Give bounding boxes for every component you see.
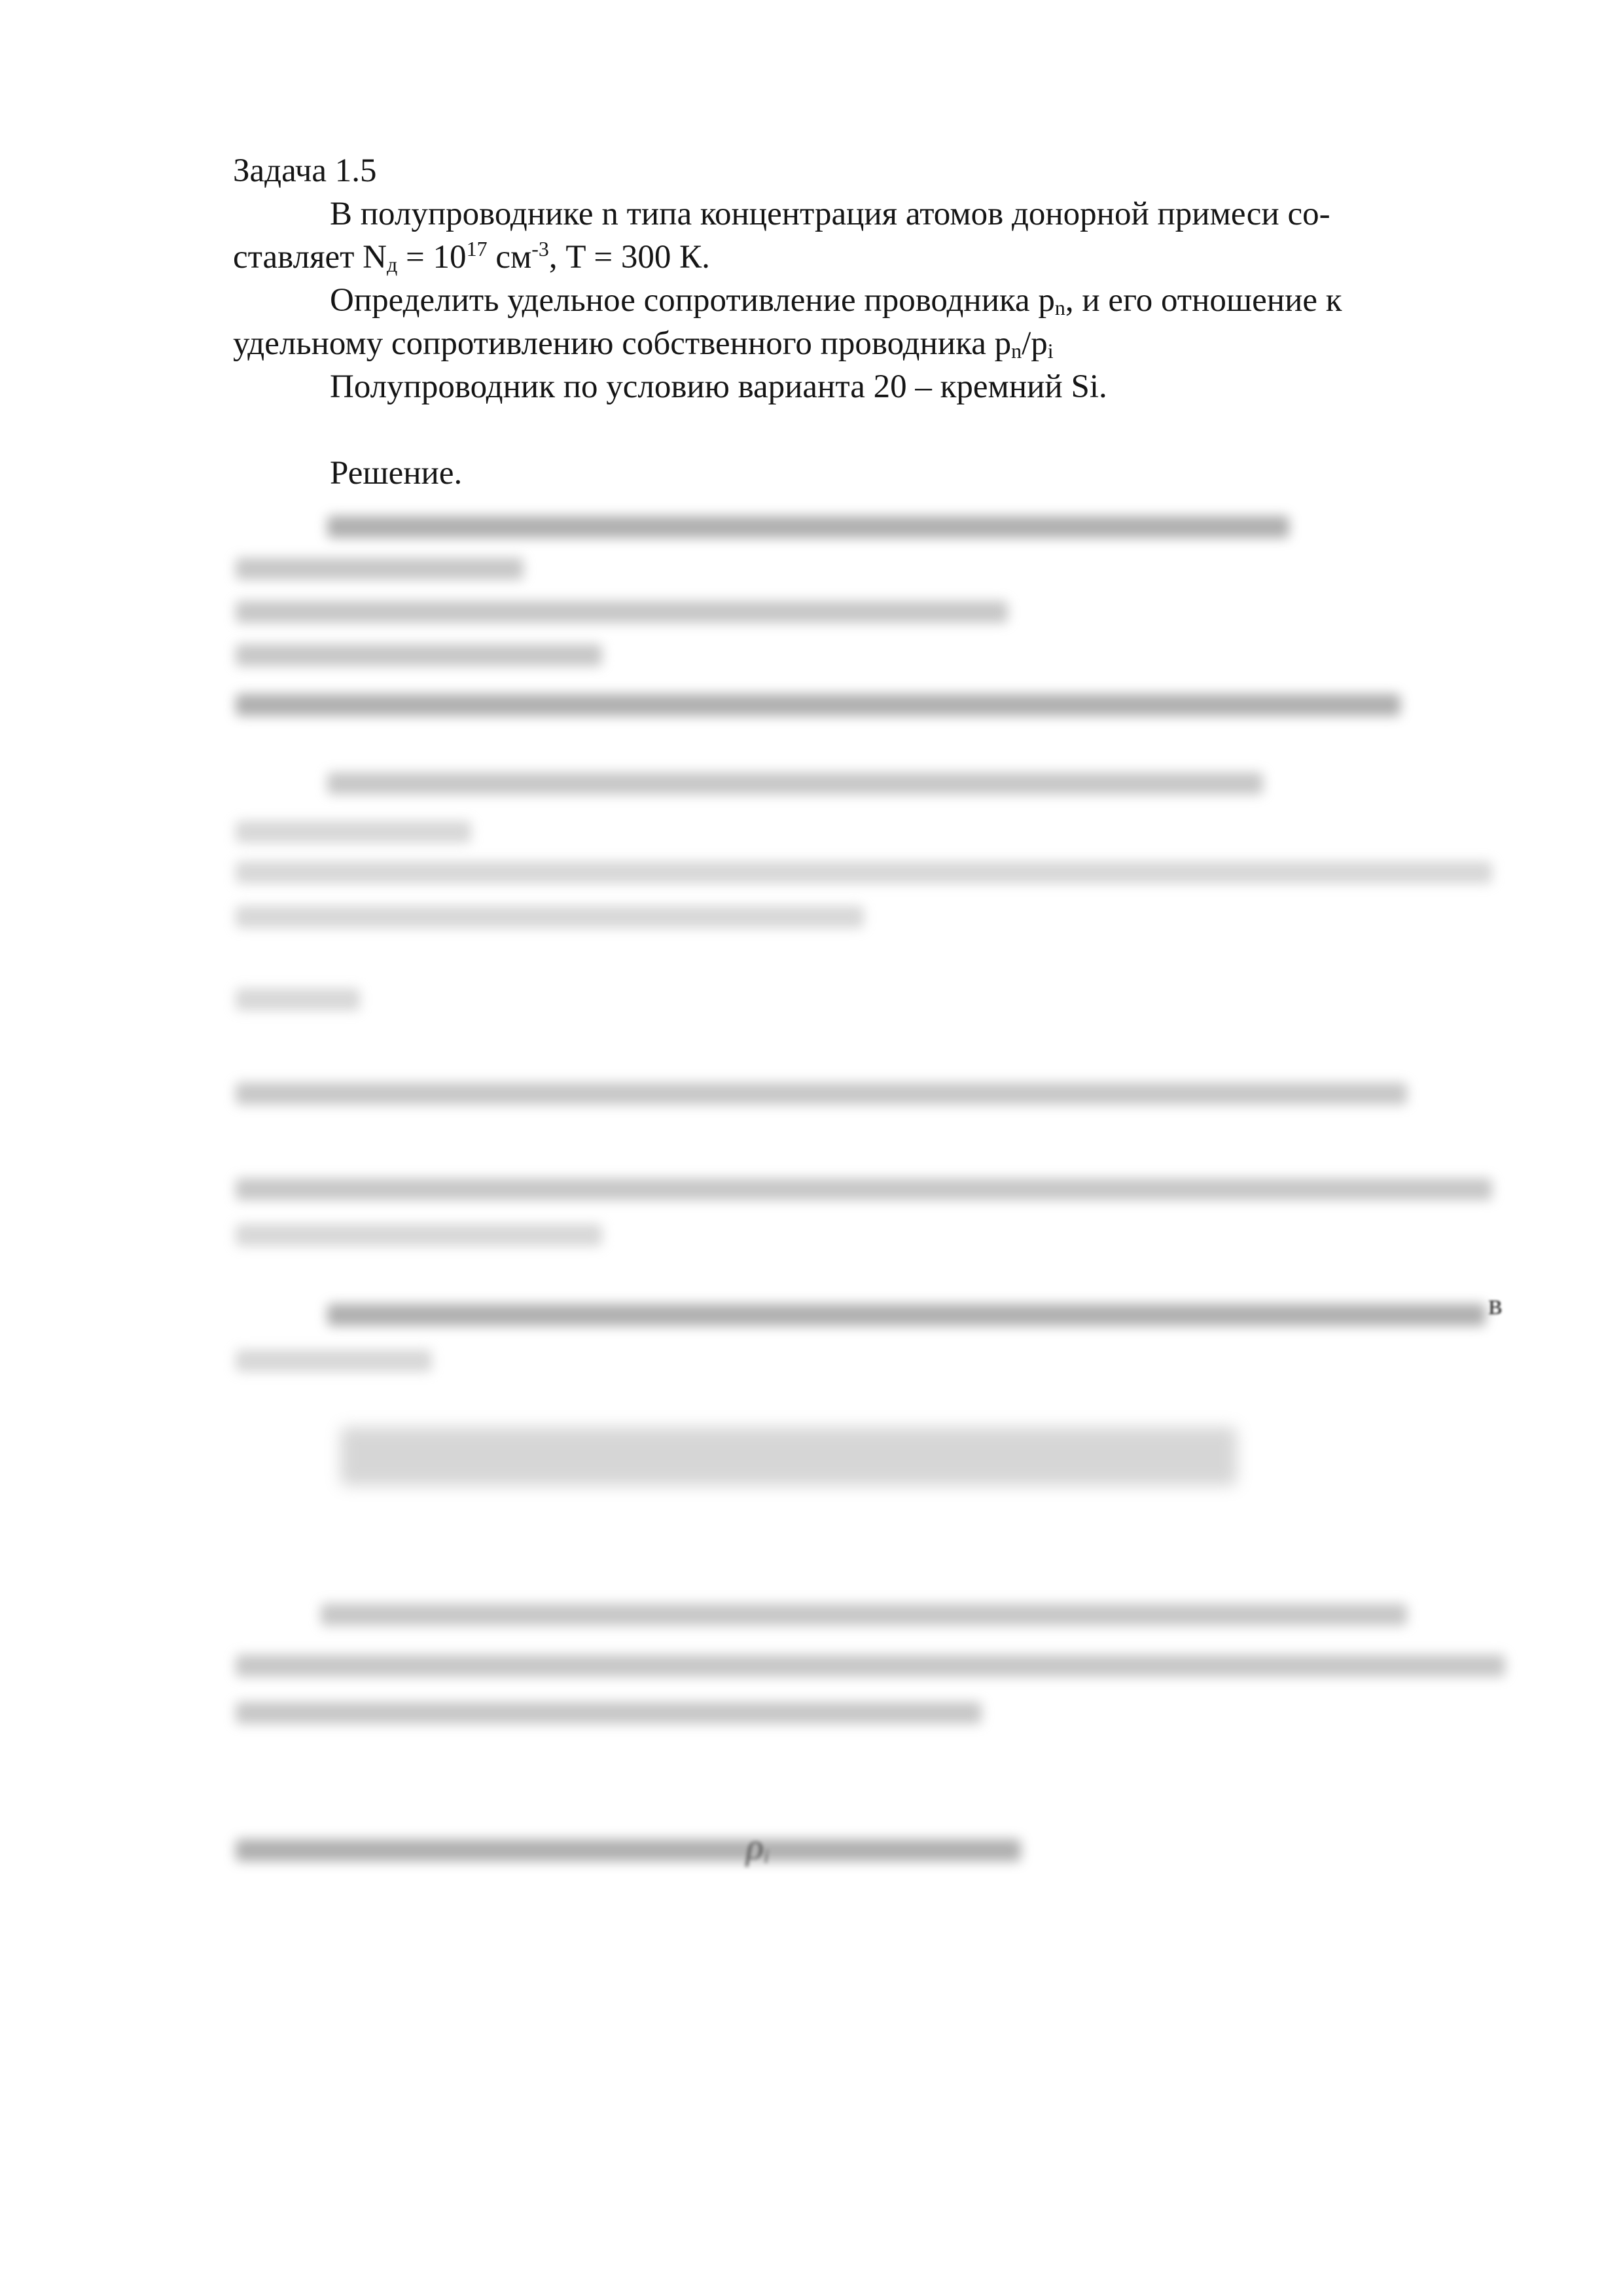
task-text-1a: Определить удельное сопротивление проводника p [330,282,1055,319]
rho-i-subscript: i [763,1846,770,1867]
blurred-line [236,644,602,666]
blurred-line [236,1839,1021,1861]
blurred-line [327,772,1263,795]
heading-text: Задача 1.5 [233,152,377,189]
task-text-1b: , и его отношение к [1065,282,1342,319]
exponent-minus-3: -3 [531,237,549,260]
blurred-line [327,516,1289,538]
condition-text-2d: , T = 300 К. [548,239,710,276]
formula-rho-i [746,1826,769,1868]
problem-heading [233,149,1503,192]
rho-n-subscript: n [1054,296,1065,319]
condition-text-1: В полупроводнике n типа концентрация атомов донорной примеси со- [330,196,1330,232]
blurred-line [236,1178,1492,1200]
task-line-1 [233,279,1503,322]
blurred-line [236,558,524,580]
blurred-line [236,821,471,843]
rho-glyph: ρ [746,1827,764,1867]
blurred-line [236,906,864,928]
stray-letter-text: в [1488,1287,1503,1321]
variant-line [233,365,1503,408]
task-text-2a: удельному сопротивлению собственного проводника p [233,325,1012,362]
blurred-line [236,1655,1505,1677]
blurred-line [327,1304,1486,1326]
blurred-line [236,1702,982,1724]
blurred-line [236,1350,432,1372]
solution-heading [233,452,1503,495]
variant-text: Полупроводник по условию варианта 20 – кремний Si. [330,368,1107,405]
blurred-formula [340,1427,1237,1486]
spacer [233,408,1503,452]
blurred-line [236,1083,1407,1105]
condition-text-2a: ставляет N [233,239,387,276]
condition-text-2c: см [487,239,532,276]
blurred-solution [223,504,1518,1905]
blurred-line [321,1604,1407,1626]
ratio-slash: /p [1022,325,1048,362]
condition-line-2 [233,236,1503,279]
blurred-line [236,1224,602,1246]
stray-letter [1488,1287,1503,1321]
condition-text-2b: = 10 [397,239,467,276]
blurred-line [236,694,1400,716]
blurred-line [236,988,360,1011]
solution-heading-text: Решение. [330,455,463,492]
blurred-line [236,601,1008,623]
problem-text [233,149,1503,495]
exponent-17: 17 [466,237,488,260]
donor-subscript: д [387,253,398,276]
ratio-n-subscript: n [1011,339,1022,363]
task-line-2 [233,322,1503,365]
condition-line-1 [233,192,1503,236]
blurred-line [236,861,1492,884]
ratio-i-subscript: i [1047,339,1054,363]
